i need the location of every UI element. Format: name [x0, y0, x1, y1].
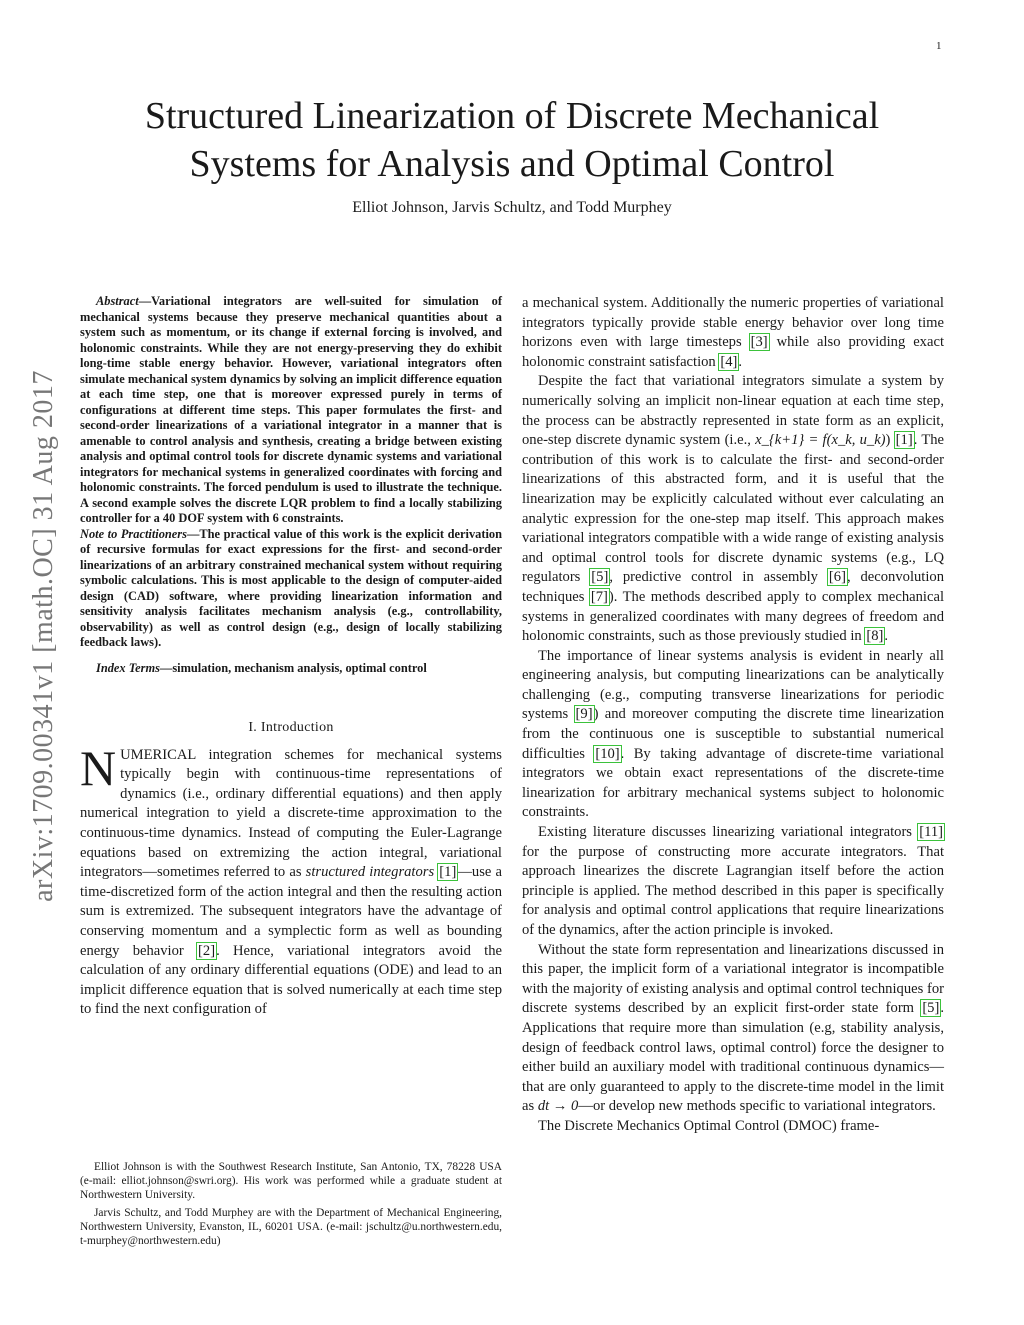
section-heading: I. Introduction [248, 720, 334, 735]
intro-text-c: . Hence, variational integrators avoid the calculation of any ordinary differential equations (ODE) and lead to an implicit difference equation that is solved numerically at each time step to find the next configuration of [80, 942, 502, 1018]
citation-link[interactable]: [5] [922, 1000, 940, 1017]
paragraph [522, 294, 944, 372]
text: Existing literature discusses linearizing variational integrators [538, 824, 919, 841]
text: ) [885, 432, 895, 449]
note-label: Note to Practitioners [80, 526, 187, 541]
footnotes [80, 1160, 502, 1252]
abstract [80, 294, 502, 527]
math-expression: x_{k+1} = f(x_k, u_k) [755, 432, 886, 449]
arxiv-id: arXiv:1709.00341v1 [math.OC] 31 Aug 2017 [28, 370, 59, 902]
arxiv-stamp [22, 316, 66, 956]
math-expression: dt → 0 [537, 1098, 579, 1115]
text: . The contribution of this work is to calculate the first- and second-order linearizations of this abstracted form, and it is useful that the linearization may be explicitly calculated without ever calculating an analytic expression for the one-step map itself. This approach makes variational integrators compatible with a wide range of existing analysis and optimal control tools for discrete dynamic systems (e.g., LQ regulators [522, 432, 945, 586]
drop-cap: N [80, 739, 117, 796]
citation-link[interactable]: [11] [919, 824, 943, 841]
authors: Elliot Johnson, Jarvis Schultz, and Todd Murphey [352, 199, 672, 216]
text: . Applications that require more than simulation (e.g, stability analysis, design of feedback control laws, optimal control) force the designer to either build an auxiliary model with traditional continuous dynamics—that are only guaranteed to apply to the discrete-time model in the limit as [522, 1000, 944, 1115]
paragraph [522, 941, 944, 1117]
index-text: —simulation, mechanism analysis, optimal control [159, 660, 427, 675]
text: . [738, 353, 743, 370]
page-number: 1 [936, 40, 942, 52]
intro-paragraph [80, 739, 502, 1020]
left-column [80, 294, 502, 1020]
citation-link[interactable]: [2] [198, 942, 216, 959]
text: , predictive control in assembly [609, 569, 828, 586]
citation-link[interactable]: [4] [720, 353, 738, 370]
footnote: Elliot Johnson is with the Southwest Research Institute, San Antonio, TX, 78228 USA (e-mail: elliot.johnson@swri.org). His work was performed while a graduate student at Northwestern University. [80, 1161, 502, 1201]
text: . By taking advantage of discrete-time variational integrators we obtain exact representations of the discrete-time linearization for arbitrary mechanical systems subject to holonomic constraints. [522, 745, 944, 821]
intro-text-b: —use a time-discretized form of the action integral and then the resulting action sum is extremized. The subsequent integrators have the advantage of conserving momentum and a symplectic form as well as bounding energy behavior [80, 864, 502, 959]
paper-title: Structured Linearization of Discrete Mechanical Systems for Analysis and Optimal Control [144, 95, 880, 185]
citation-link[interactable]: [8] [866, 628, 884, 645]
text: Without the state form representation and linearizations discussed in this paper, the implicit form of a variational integrator is incompatible with the majority of existing analysis and optimal control techniques for discrete systems described by an explicit first-order state form [522, 941, 944, 1017]
abstract-label: Abstract [96, 294, 139, 308]
intro-emphasis: structured integrators [305, 864, 435, 881]
text: a mechanical system. Additionally the numeric properties of variational integrators typically provide stable energy behavior over long time horizons even with large timesteps [522, 295, 944, 351]
citation-link[interactable]: [5] [591, 569, 609, 586]
text: while also providing exact holonomic constraint satisfaction [522, 334, 944, 370]
text: ). The methods described apply to complex mechanical systems in generalized coordinates with many degrees of freedom and holonomic constraints, such as those previously studied in [522, 588, 945, 645]
text: Despite the fact that variational integrators simulate a system by numerically solving an implicit non-linear equation at each time step, the process can be abstractly represented in state form as an explicit, one-step discrete dynamic system (i.e., [522, 373, 944, 449]
citation-link[interactable]: [9] [575, 706, 593, 723]
abstract-text: —Variational integrators are well-suited for simulation of mechanical systems because they preserve mechanical quantities about a system such as momentum, or its change if external forcing is involved, and holonomic constraints. While they are not energy-preserving they do exhibit long-time stable energy behavior. However, variational integrators often simulate mechanical system dynamics by solving an implicit difference equation at each time step, one that is moreover expressed purely in terms of configurations at different time steps. This paper formulates the first- and second-order linearizations of a variational integrator in a manner that is amenable to control analysis and synthesis, creating a bridge between existing analysis and optimal control tools for discrete dynamic systems and variational integrators for mechanical systems in generalized coordinates with forcing and holonomic constraints. The forced pendulum is used to illustrate the technique. A second example solves the discrete LQR problem to find a locally stabilizing controller for a 40 DOF system with 6 constraints. [80, 294, 502, 525]
text: for the purpose of constructing more accurate integrators. That approach linearizes the discrete Lagrangian itself before the action principle is applied. The method described in this paper is specifically for analysis and optimal control applications that require linearizations of the dynamics, after the action principle is invoked. [522, 843, 944, 938]
paragraph [522, 823, 944, 941]
citation-link[interactable]: [10] [595, 745, 620, 762]
citation-link[interactable]: [6] [828, 569, 846, 586]
note-to-practitioners [80, 527, 502, 651]
index-label: Index Terms [96, 660, 160, 675]
citation-link[interactable]: [1] [895, 432, 913, 449]
intro-lead: UMERICAL [120, 746, 196, 763]
paragraph [522, 372, 944, 646]
text: ) and moreover computing the discrete time linearization from the continuous one is susceptible to substantial numerical difficulties [522, 706, 945, 762]
text: , deconvolution techniques [522, 569, 944, 605]
paragraph: The Discrete Mechanics Optimal Control (DMOC) frame- [538, 1117, 880, 1134]
right-column [522, 294, 944, 1137]
text: . [884, 628, 889, 645]
note-text: —The practical value of this work is the explicit derivation of recursive formulas for exact expressions for the first- and second-order linearizations of an arbitrary constrained mechanical system without requiring symbolic calculations. This is most applicable to the design of computer-aided design (CAD) software, where providing linearization information and sensitivity analysis facilitates mechanism analysis (e.g., controllability, observability) as well as control design (e.g., design of locally stabilizing feedback laws). [80, 526, 502, 649]
intro-text-a: integration schemes for mechanical systems typically begin with continuous-time representations of dynamics (i.e., ordinary differential equations) and then apply numerical integration to yield a discrete-time approximation to the continuous-time dynamics. Instead of computing the Euler-Lagrange equations based on extremizing the action integral, variational integrators—sometimes referred to as [80, 746, 502, 881]
text: —or develop new methods specific to variational integrators. [578, 1098, 936, 1115]
citation-link[interactable]: [1] [439, 864, 457, 881]
paragraph [522, 647, 944, 823]
citation-link[interactable]: [7] [590, 588, 608, 605]
text: The importance of linear systems analysis is evident in nearly all engineering analysis, but computing linearizations can be analytically challenging (e.g., computing transverse linearizations for periodic systems [522, 647, 944, 723]
citation-link[interactable]: [3] [750, 334, 768, 351]
footnote: Jarvis Schultz, and Todd Murphey are with the Department of Mechanical Engineering, Northwestern University, Evanston, IL, 60201 USA. (e-mail: jschultz@u.northwestern.edu, t-murphey@northwestern.edu) [80, 1207, 502, 1247]
index-terms [80, 661, 502, 677]
